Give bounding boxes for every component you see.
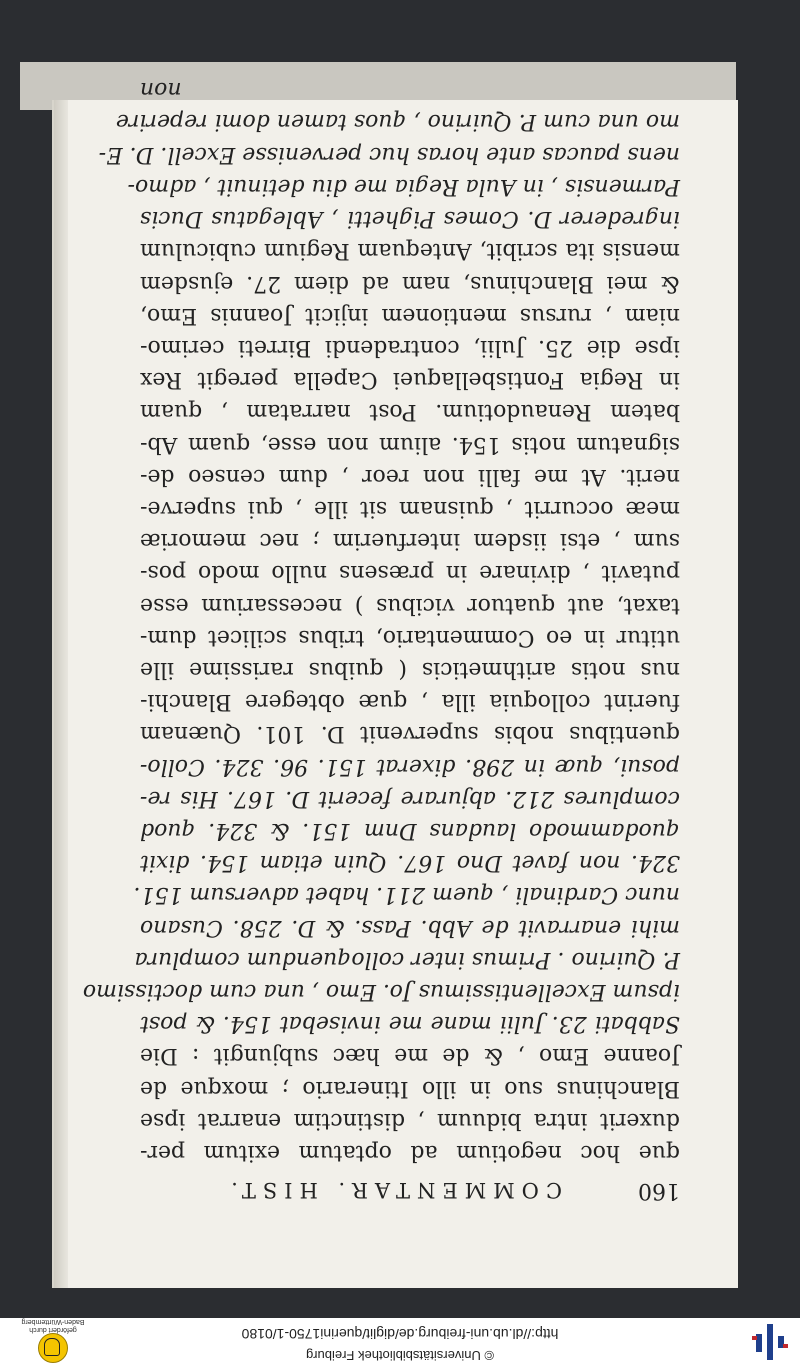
text-line: mo una cum P. Quirino , quos tamen domi reperire xyxy=(115,109,680,135)
badge-line-2: Baden-Württemberg xyxy=(21,1318,85,1325)
text-line: duxerit intra biduum , distinctim enarrat ipse xyxy=(140,1107,680,1133)
baden-wuerttemberg-crest-icon xyxy=(38,1333,68,1363)
page-number: 160 xyxy=(638,1178,680,1203)
text-line: mihi enarravit de Abb. Pass. & D. 258. Cusano xyxy=(140,914,680,940)
text-line: que hoc negotium ad optatum exitum per- xyxy=(140,1140,680,1165)
text-line: complures 212. abjurare fecerit D. 167. His re- xyxy=(140,785,680,811)
text-line: Joanne Emo , & de me hæc subjungit : Die xyxy=(140,1043,680,1069)
funding-badge[interactable] xyxy=(16,1318,90,1363)
text-line: Blanchinus suo in illo Itinerario ; moxque de xyxy=(140,1075,680,1101)
text-line: quodammodo laudans Dnm 151. & 324. quod xyxy=(140,817,680,843)
page-gutter xyxy=(54,100,68,1288)
text-line: P. Quirino . Primus inter colloquendum complura xyxy=(134,946,680,972)
text-line: ipse die 25. Julii, contradendi Birreti cerimo- xyxy=(140,334,680,360)
text-line: nunc Cardinali , quem 211. habet adversum 151. xyxy=(133,882,680,908)
text-lines xyxy=(82,73,680,1168)
text-line: in Regia Fontisbellaquei Capella peregit Rex xyxy=(140,367,680,393)
scanned-page xyxy=(54,77,738,1288)
text-line: quentibus nobis supervenit D. 101. Quænam xyxy=(140,721,680,747)
running-title: COMMENTAR. HIST. xyxy=(224,1178,562,1202)
text-line: nerit. At me falli non reor , dum censeo de- xyxy=(140,463,680,489)
text-line: Sabbati 23. Julii mane me invisebat 154. & post xyxy=(140,1011,680,1037)
text-line: putavit , divinare in præsens nullo modo pos- xyxy=(140,560,680,586)
text-line: fuerint colloquia illa , quæ obtegere Blanchi- xyxy=(140,689,680,715)
badge-line-1: gefördert durch xyxy=(29,1326,77,1333)
text-line: batem Renaudotium. Post narratam , quam xyxy=(140,399,680,425)
text-line: mensis ita scribit, Antequam Regium cubiculum xyxy=(140,238,680,264)
text-line: utitur in eo Commentario, tribus scilicet dum- xyxy=(140,624,680,650)
university-logo-icon[interactable] xyxy=(750,1322,790,1362)
document-url-link[interactable]: http://dl.ub.uni-freiburg.de/diglit/querini1750-1/0180 xyxy=(241,1326,559,1342)
text-line: Parmensis , in Aula Regia me diu detinuit , admo- xyxy=(127,173,680,199)
page-text-block xyxy=(82,73,680,1206)
text-line: 324. non favet Dno 167. Quin etiam 154. dixit xyxy=(140,850,680,876)
text-line: nus notis arithmeticis ( quibus rarissime ille xyxy=(140,656,680,682)
text-line: meæ occurrit , quisnam sit ille , qui superve- xyxy=(140,495,680,521)
text-line: sum , etsi iisdem interfuerim ; nec memoriæ xyxy=(140,528,680,554)
text-line: signatum notis 154. alium non esse, quam Ab- xyxy=(140,431,680,457)
text-line: & mei Blanchinus, nam ad diem 27. ejusdem xyxy=(140,270,680,296)
viewer-header xyxy=(0,1317,800,1366)
text-line: nens paucas ante horas huc pervenisse Excell. D. E- xyxy=(98,141,680,167)
text-line: ipsum Excellentissimus Jo. Emo , una cum doctissimo xyxy=(82,978,680,1004)
copyright-text: © Universitätsbibliothek Freiburg xyxy=(305,1348,495,1363)
text-line: non xyxy=(140,77,182,103)
text-line: ingrederer D. Comes Pighetti , Ablegatus Ducis xyxy=(140,206,680,232)
text-line: taxat, aut quatuor vicibus ) necessarium esse xyxy=(140,592,680,618)
text-line: niam , rursus mentionem injicit Joannis Emo, xyxy=(140,302,680,328)
text-line: posui, quæ in 298. dixerat 151. 96. 324. Collo- xyxy=(140,753,680,779)
running-head xyxy=(140,1174,680,1206)
